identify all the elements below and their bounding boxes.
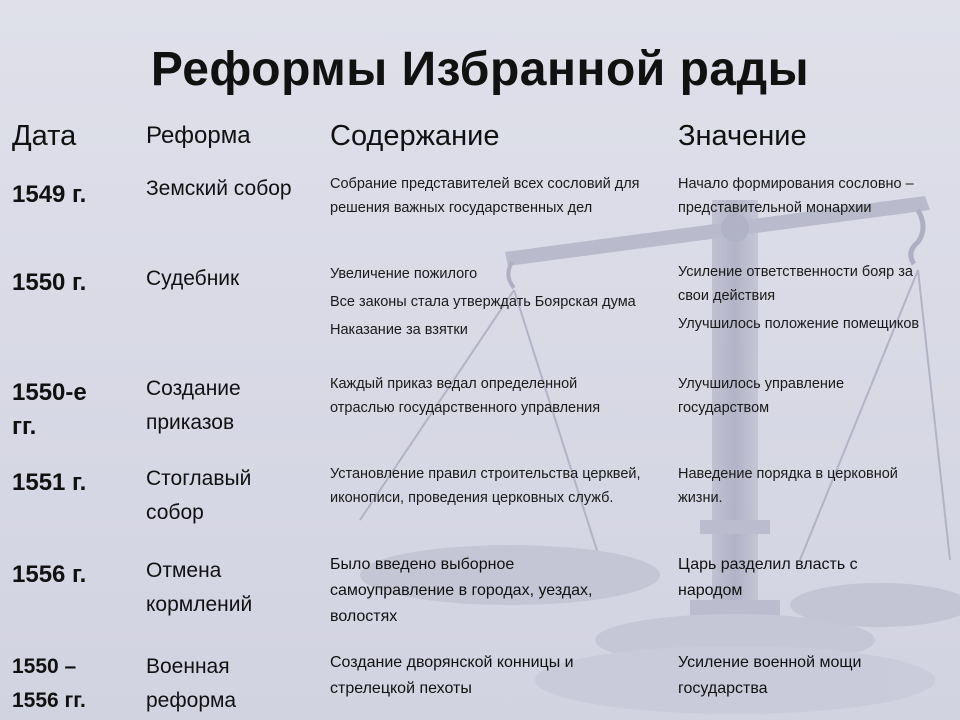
text-line: Установление правил строительства церквей, bbox=[330, 466, 641, 482]
text-line: 1556 гг. bbox=[12, 689, 86, 712]
table-row-date: 1549 г. bbox=[12, 181, 87, 208]
table-row-date: 1550 г. bbox=[12, 269, 87, 296]
table-row-content bbox=[330, 372, 670, 420]
table-row-meaning bbox=[678, 650, 948, 702]
text-line: Было введено выборное bbox=[330, 556, 515, 573]
text-line: Наведение порядка в церковной bbox=[678, 466, 898, 482]
text-line: решения важных государственных дел bbox=[330, 200, 593, 216]
text-line: Все законы стала утверждать Боярская дума bbox=[330, 294, 636, 310]
text-line: Улучшилось положение помещиков bbox=[678, 316, 920, 332]
text-line: государством bbox=[678, 400, 770, 416]
text-line: свои действия bbox=[678, 288, 776, 304]
table-row-date: 1551 г. bbox=[12, 469, 87, 496]
text-line: Военная bbox=[146, 655, 230, 678]
text-line: Создание дворянской конницы и bbox=[330, 654, 574, 671]
text-line: Усиление ответственности бояр за bbox=[678, 264, 913, 280]
table-row-meaning bbox=[678, 462, 948, 510]
text-line: Стоглавый bbox=[146, 467, 252, 490]
text-line: самоуправление в городах, уездах, bbox=[330, 582, 593, 599]
text-line: Каждый приказ ведал определенной bbox=[330, 376, 578, 392]
table-row-content bbox=[330, 260, 670, 344]
table-row-date bbox=[12, 376, 87, 444]
text-line: приказов bbox=[146, 411, 235, 434]
table-row-reform: Земский собор bbox=[146, 177, 292, 200]
table-row-date: 1556 г. bbox=[12, 561, 87, 588]
table-row-date bbox=[12, 650, 86, 718]
text-line: иконописи, проведения церковных служб. bbox=[330, 490, 614, 506]
text-line: Начало формирования сословно – bbox=[678, 176, 914, 192]
text-line: Наказание за взятки bbox=[330, 322, 468, 338]
text-line: народом bbox=[678, 582, 743, 599]
header-content: Содержание bbox=[330, 120, 500, 152]
text-line: Увеличение пожилого bbox=[330, 266, 478, 282]
table-row-reform bbox=[146, 650, 236, 718]
text-line: представительной монархии bbox=[678, 200, 872, 216]
table-row-reform: Судебник bbox=[146, 267, 240, 290]
text-line: Отмена bbox=[146, 559, 222, 582]
header-reform: Реформа bbox=[146, 122, 251, 149]
text-line: отраслью государственного управления bbox=[330, 400, 601, 416]
text-line: гг. bbox=[12, 413, 37, 440]
text-line: Собрание представителей всех сословий для bbox=[330, 176, 640, 192]
text-line: Улучшилось управление bbox=[678, 376, 845, 392]
table-row-content bbox=[330, 172, 670, 220]
text-line: государства bbox=[678, 680, 768, 697]
table-row-content bbox=[330, 650, 670, 702]
table-row-content bbox=[330, 552, 670, 630]
page-title: Реформы Избранной рады bbox=[150, 43, 810, 96]
header-date: Дата bbox=[12, 120, 77, 152]
text-line: жизни. bbox=[678, 490, 723, 506]
table-row-meaning bbox=[678, 260, 948, 336]
text-line: 1550 – bbox=[12, 655, 77, 678]
table-row-meaning bbox=[678, 172, 948, 220]
table-row-reform bbox=[146, 372, 241, 440]
text-line: 1550-е bbox=[12, 379, 87, 406]
text-line: Царь разделил власть с bbox=[678, 556, 858, 573]
text-line: реформа bbox=[146, 689, 237, 712]
text-line: собор bbox=[146, 501, 204, 524]
table-row-meaning bbox=[678, 552, 948, 604]
table-row-reform bbox=[146, 462, 251, 530]
table-row-reform bbox=[146, 554, 252, 622]
text-line: Создание bbox=[146, 377, 241, 400]
text-line: кормлений bbox=[146, 593, 253, 616]
text-line: стрелецкой пехоты bbox=[330, 680, 472, 697]
header-meaning: Значение bbox=[678, 120, 807, 152]
text-line: Усиление военной мощи bbox=[678, 654, 862, 671]
table-row-meaning bbox=[678, 372, 948, 420]
table-row-content bbox=[330, 462, 670, 510]
text-line: волостях bbox=[330, 608, 398, 625]
